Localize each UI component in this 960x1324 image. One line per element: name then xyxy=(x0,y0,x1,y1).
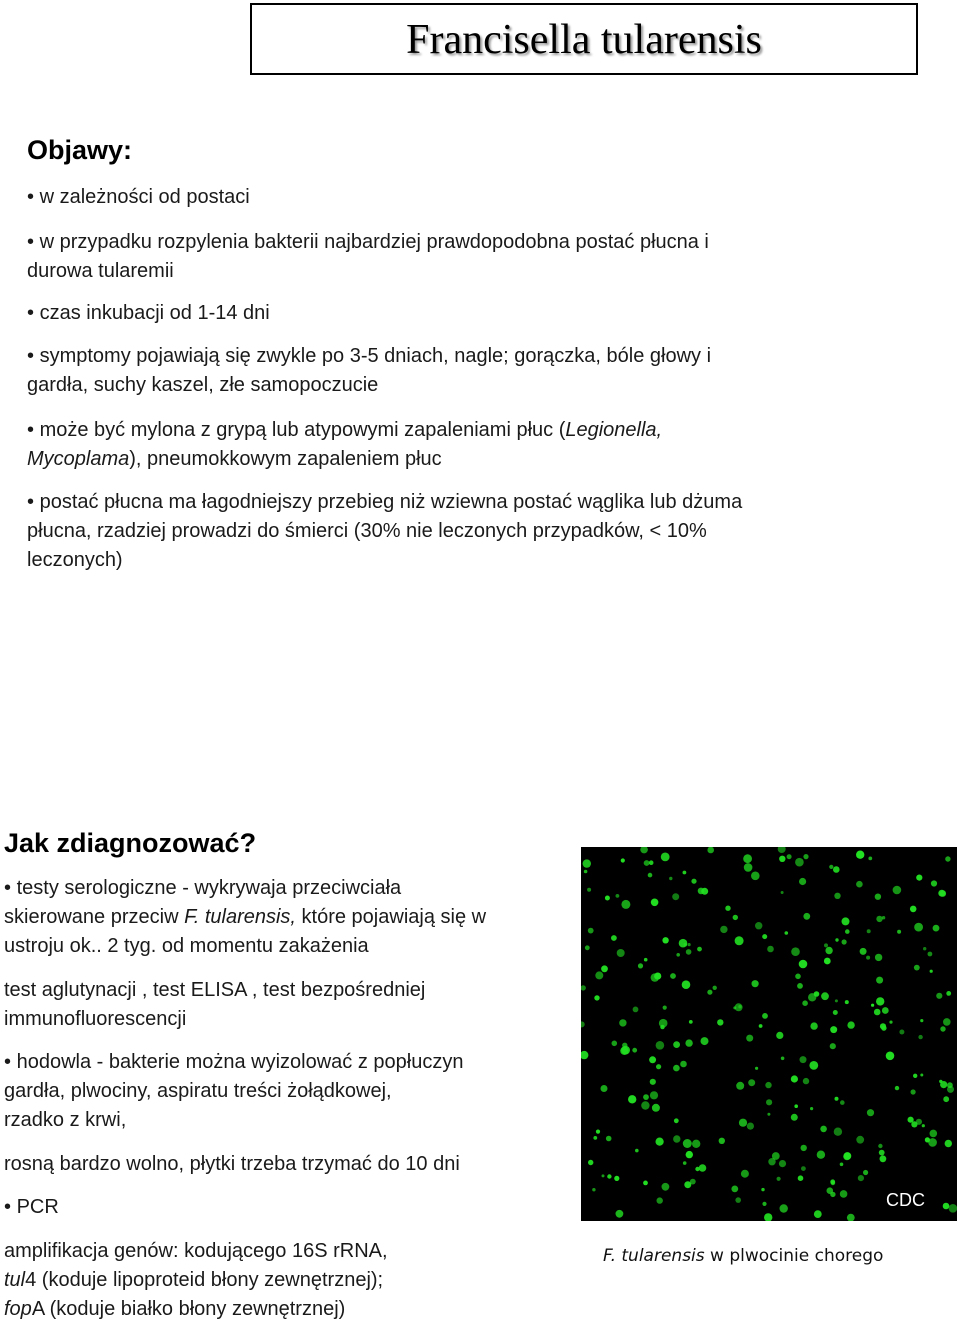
bacteria-dot xyxy=(779,1160,786,1167)
bacteria-dot xyxy=(835,938,838,941)
bacteria-dot xyxy=(882,916,885,919)
bacteria-dot xyxy=(800,1056,807,1063)
bacteria-dot xyxy=(585,945,590,950)
bacteria-dot xyxy=(943,1018,951,1026)
bacteria-dot xyxy=(735,936,744,945)
bacteria-dot xyxy=(767,1113,770,1116)
image-caption: F. tularensis w plwocinie chorego xyxy=(603,1246,884,1266)
bacteria-dot xyxy=(656,1138,664,1146)
bacteria-dot xyxy=(844,1152,852,1160)
bacteria-dot xyxy=(814,991,820,997)
bacteria-dot xyxy=(649,860,654,865)
symptom-item-continued: Mycoplama), pneumokkowym zapaleniem płuc xyxy=(27,448,442,470)
bacteria-dot xyxy=(607,1174,611,1178)
bacteria-dot xyxy=(920,1074,923,1077)
bacteria-dot xyxy=(673,1135,680,1142)
bacteria-dot xyxy=(699,1164,707,1172)
bacteria-dot xyxy=(831,1181,836,1186)
bacteria-dot xyxy=(939,1080,942,1083)
bacteria-dot xyxy=(794,1104,798,1108)
bacteria-dot xyxy=(764,1213,772,1221)
bacteria-dot xyxy=(731,1186,738,1193)
bacteria-dot xyxy=(938,890,945,897)
bacteria-dot xyxy=(842,939,847,944)
bacteria-dot xyxy=(940,1026,945,1031)
bacteria-dot xyxy=(797,983,803,989)
amplification-text: tul4 (koduje lipoproteid błony zewnętrznej); xyxy=(4,1269,384,1291)
symptom-item-continued: płucna, rzadziej prowadzi do śmierci (30% nie leczonych przypadków, < 10% xyxy=(27,520,707,542)
bacteria-dot xyxy=(880,1155,887,1162)
bacteria-dot xyxy=(876,916,882,922)
bacteria-dot xyxy=(845,929,850,934)
diagnosis-heading: Jak zdiagnozować? xyxy=(4,828,257,858)
symptom-item: • postać płucna ma łagodniejszy przebieg niż wziewna postać wąglika lub dżuma xyxy=(27,491,743,513)
bacteria-dot xyxy=(947,1082,953,1088)
bacteria-dot xyxy=(619,1019,626,1026)
bacteria-dot xyxy=(810,1107,813,1110)
bacteria-dot xyxy=(650,1079,656,1085)
bacteria-dot xyxy=(931,880,937,886)
bacteria-dot xyxy=(701,888,708,895)
bacteria-dot xyxy=(683,1161,687,1165)
bacteria-dot xyxy=(809,1061,818,1070)
bacteria-dot xyxy=(593,1136,597,1140)
bacteria-dot xyxy=(601,1085,608,1092)
bacteria-dot xyxy=(657,1197,663,1203)
bacteria-dot xyxy=(795,974,801,980)
bacteria-dot xyxy=(908,1117,914,1123)
bacteria-dot xyxy=(762,1202,766,1206)
bacteria-dot xyxy=(778,847,786,853)
bacteria-dot xyxy=(744,863,753,872)
bacteria-dot xyxy=(821,992,829,1000)
bacteria-dot xyxy=(673,1041,680,1048)
bacteria-dot xyxy=(707,990,712,995)
bacteria-dot xyxy=(889,1021,892,1024)
bacteria-dot xyxy=(897,930,901,934)
bacteria-dot xyxy=(581,1051,588,1059)
bullet: • xyxy=(27,419,35,441)
bacteria-dot xyxy=(581,985,586,990)
bacteria-dot xyxy=(606,1136,612,1142)
bacteria-dot xyxy=(643,1094,649,1100)
bacteria-dot xyxy=(628,1095,636,1103)
bacteria-dot xyxy=(801,1145,807,1151)
bacteria-dot xyxy=(595,971,603,979)
bacteria-dot xyxy=(829,865,833,869)
bacteria-dot xyxy=(830,1026,837,1033)
bacteria-dot xyxy=(791,947,800,956)
bacteria-dot xyxy=(833,866,840,873)
bacteria-dot xyxy=(679,939,688,948)
bacteria-dot xyxy=(692,1140,700,1148)
bacteria-dot xyxy=(713,986,717,990)
symptom-item: • w zależności od postaci xyxy=(27,186,250,208)
bacteria-dot xyxy=(682,980,691,989)
micrograph-dots xyxy=(581,847,957,1221)
bacteria-dot xyxy=(733,1006,736,1009)
bacteria-dot xyxy=(834,893,840,899)
bacteria-dot xyxy=(933,925,940,932)
bacteria-dot xyxy=(814,1210,822,1218)
bullet: • xyxy=(27,302,35,324)
bacteria-dot xyxy=(834,1128,842,1136)
bacteria-dot xyxy=(752,980,759,987)
bacteria-dot xyxy=(686,949,692,955)
bacteria-dot xyxy=(612,1041,618,1047)
bacteria-dot xyxy=(911,1089,916,1094)
bacteria-dot xyxy=(866,956,870,960)
bacteria-dot xyxy=(879,1150,885,1156)
symptom-item: • symptomy pojawiają się zwykle po 3-5 dniach, nagle; gorączka, bóle głowy i xyxy=(27,345,712,367)
bacteria-dot xyxy=(649,1056,656,1063)
bacteria-dot xyxy=(930,970,933,973)
bacteria-dot xyxy=(759,1024,763,1028)
bacteria-dot xyxy=(650,1091,658,1099)
bacteria-dot xyxy=(875,954,882,961)
bacteria-dot xyxy=(847,1214,855,1221)
bacteria-dot xyxy=(605,896,610,901)
bacteria-dot xyxy=(802,1000,808,1006)
bacteria-dot xyxy=(930,1130,938,1138)
bacteria-dot xyxy=(863,1170,868,1175)
bacteria-dot xyxy=(881,1025,886,1030)
symptom-item: • może być mylona z grypą lub atypowymi zapaleniami płuc (Legionella, xyxy=(27,419,663,441)
bacteria-dot xyxy=(592,1188,595,1191)
bacteria-dot xyxy=(835,1097,839,1101)
bacteria-dot xyxy=(717,1019,723,1025)
bacteria-dot xyxy=(840,1163,844,1167)
bacteria-dot xyxy=(824,958,831,965)
bacteria-dot xyxy=(875,894,881,900)
bacteria-dot xyxy=(781,891,784,894)
bacteria-dot xyxy=(766,1099,772,1105)
diagnosis-item-serology: • testy serologiczne - wykrywaja przeciwciała xyxy=(4,877,402,899)
bacteria-dot xyxy=(876,977,883,984)
symptom-item-continued: leczonych) xyxy=(27,549,123,571)
bacteria-dot xyxy=(617,949,625,957)
bacteria-dot xyxy=(943,1096,949,1102)
bacteria-dot xyxy=(584,870,588,874)
bacteria-dot xyxy=(755,922,762,929)
bacteria-dot xyxy=(840,1190,848,1198)
diagnosis-tests-text: test aglutynacji , test ELISA , test bezpośredniej xyxy=(4,979,426,1001)
bacteria-dot xyxy=(594,995,599,1000)
bacteria-dot xyxy=(899,1030,904,1035)
bacteria-dot xyxy=(746,1035,753,1042)
bacteria-dot xyxy=(878,1144,882,1148)
diagnosis-item-continued: skierowane przeciw F. tularensis, które pojawiają się w xyxy=(4,906,487,928)
bacteria-dot xyxy=(842,917,850,925)
diagnosis-item-continued: gardła, plwociny, aspiratu treści żołądkowej, xyxy=(4,1080,392,1102)
bacteria-dot xyxy=(641,1101,649,1109)
bacteria-dot xyxy=(661,853,670,862)
page-title: Francisella tularensis xyxy=(406,17,762,63)
bacteria-dot xyxy=(736,1082,744,1090)
symptom-item-continued: gardła, suchy kaszel, złe samopoczucie xyxy=(27,374,379,396)
bacteria-dot xyxy=(874,1009,881,1016)
bacteria-dot xyxy=(777,1177,781,1181)
bacteria-dot xyxy=(761,1188,764,1191)
bacteria-dot xyxy=(817,1151,825,1159)
bacteria-dot xyxy=(588,928,594,934)
bacteria-dot xyxy=(799,878,806,885)
bacteria-dot xyxy=(803,854,808,859)
bacteria-dot xyxy=(581,1021,585,1027)
symptom-item-continued: durowa tularemii xyxy=(27,260,174,282)
bacteria-dot xyxy=(810,1022,817,1029)
bacteria-dot xyxy=(886,1052,895,1061)
bacteria-dot xyxy=(616,894,620,898)
bacteria-dot xyxy=(602,1174,605,1177)
bacteria-dot xyxy=(762,1013,768,1019)
bacteria-dot xyxy=(785,931,789,935)
bacteria-dot xyxy=(945,856,950,861)
bacteria-dot xyxy=(707,847,714,853)
bacteria-dot xyxy=(660,1025,664,1029)
bacteria-dot xyxy=(601,965,608,972)
bacteria-dot xyxy=(652,1104,660,1112)
diagnosis-item-culture: • hodowla - bakterie można wyizolować z popłuczyn xyxy=(4,1051,464,1073)
symptom-item: • w przypadku rozpylenia bakterii najbardziej prawdopodobna postać płucna i xyxy=(27,231,709,253)
bullet: • xyxy=(4,1196,12,1218)
symptom-item: • czas inkubacji od 1-14 dni xyxy=(27,302,270,324)
bacteria-dot xyxy=(835,999,838,1002)
bacteria-dot xyxy=(820,1126,827,1133)
bacteria-dot xyxy=(720,926,727,933)
bacteria-dot xyxy=(719,1138,725,1144)
bacteria-dot xyxy=(596,1130,600,1134)
bacteria-dot xyxy=(913,1074,917,1078)
bacteria-dot xyxy=(676,953,680,957)
bacteria-dot xyxy=(824,943,828,947)
bacteria-dot xyxy=(762,934,767,939)
bacteria-dot xyxy=(654,973,661,980)
bacteria-dot xyxy=(651,899,659,907)
diagnosis-item-pcr: • PCR xyxy=(4,1196,59,1218)
bacteria-dot xyxy=(583,859,591,867)
bullet: • xyxy=(27,345,35,367)
bacteria-dot xyxy=(871,1004,874,1007)
bacteria-dot xyxy=(697,947,702,952)
bacteria-dot xyxy=(856,881,863,888)
bullet: • xyxy=(27,231,35,253)
bacteria-dot xyxy=(683,1139,692,1148)
bacteria-dot xyxy=(614,1176,619,1181)
bacteria-dot xyxy=(949,1204,957,1213)
bacteria-dot xyxy=(781,1057,785,1061)
bacteria-dot xyxy=(768,1158,775,1165)
bacteria-dot xyxy=(867,1109,874,1116)
bacteria-dot xyxy=(685,1039,692,1046)
bacteria-dot xyxy=(895,1086,899,1090)
bacteria-dot xyxy=(662,1183,670,1191)
bacteria-dot xyxy=(765,1082,771,1088)
photo-credit: CDC xyxy=(886,1190,925,1210)
bacteria-dot xyxy=(893,886,902,895)
bacteria-dot xyxy=(644,958,648,962)
bacteria-dot xyxy=(725,906,730,911)
bacteria-dot xyxy=(860,948,867,955)
bacteria-dot xyxy=(801,1166,806,1171)
bacteria-dot xyxy=(673,1065,680,1072)
bacteria-dot xyxy=(840,1100,845,1105)
bacteria-dot xyxy=(635,1149,639,1153)
bacteria-dot xyxy=(922,1124,925,1127)
bacteria-dot xyxy=(830,1043,836,1049)
bacteria-dot xyxy=(669,877,672,880)
bacteria-dot xyxy=(916,875,922,881)
bacteria-dot xyxy=(791,1075,798,1082)
bacteria-dot xyxy=(674,1118,679,1123)
bacteria-dot xyxy=(640,847,648,853)
bacteria-dot xyxy=(648,873,653,878)
bacteria-dot xyxy=(936,993,942,999)
bacteria-dot xyxy=(735,1197,741,1203)
bacteria-dot xyxy=(680,1061,687,1068)
bacteria-dot xyxy=(780,1204,788,1212)
bacteria-dot xyxy=(868,857,872,861)
bacteria-dot xyxy=(670,973,676,979)
bacteria-dot xyxy=(686,1151,693,1158)
bacteria-dot xyxy=(803,1078,809,1084)
bacteria-dot xyxy=(847,1021,854,1028)
bacteria-dot xyxy=(928,952,933,957)
bacteria-dot xyxy=(621,900,630,909)
bacteria-dot xyxy=(767,946,774,953)
bullet: • xyxy=(4,1051,12,1073)
bacteria-dot xyxy=(845,1000,849,1004)
bacteria-dot xyxy=(914,965,920,971)
bacteria-dot xyxy=(656,1064,661,1069)
bacteria-dot xyxy=(755,1067,758,1070)
bacteria-dot xyxy=(638,963,643,968)
bacteria-dot xyxy=(587,888,591,892)
bacteria-dot xyxy=(827,1187,834,1194)
diagnosis-item-continued: ustroju ok.. 2 tyg. od momentu zakażenia xyxy=(4,935,369,957)
bacteria-dot xyxy=(914,923,923,932)
diagnosis-growth-text: rosną bardzo wolno, płytki trzeba trzymać do 10 dni xyxy=(4,1153,460,1175)
bacteria-dot xyxy=(701,1037,709,1045)
bacteria-dot xyxy=(672,893,679,900)
bacteria-dot xyxy=(882,1007,889,1014)
bullet: • xyxy=(27,491,35,513)
fluorescence-micrograph xyxy=(581,847,957,1221)
bacteria-dot xyxy=(928,1138,937,1147)
bacteria-dot xyxy=(799,960,808,969)
bacteria-dot xyxy=(632,1048,637,1053)
bacteria-dot xyxy=(688,943,691,946)
bacteria-dot xyxy=(621,858,625,862)
bacteria-dot xyxy=(825,947,832,954)
bacteria-dot xyxy=(803,913,810,920)
bacteria-dot xyxy=(876,997,884,1005)
bacteria-dot xyxy=(798,1175,804,1181)
bacteria-dot xyxy=(691,879,696,884)
bacteria-dot xyxy=(867,929,871,933)
bacteria-dot xyxy=(856,851,864,859)
bullet: • xyxy=(27,186,35,208)
bacteria-dot xyxy=(923,947,926,950)
bacteria-dot xyxy=(643,1181,648,1186)
bacteria-dot xyxy=(779,856,785,862)
amplification-text: amplifikacja genów: kodującego 16S rRNA, xyxy=(4,1240,388,1262)
bacteria-dot xyxy=(588,1160,593,1165)
bacteria-dot xyxy=(689,1020,693,1024)
bacteria-dot xyxy=(656,1041,665,1050)
bacteria-dot xyxy=(662,937,668,943)
bacteria-dot xyxy=(743,854,752,863)
bacteria-dot xyxy=(776,1032,783,1039)
diagnosis-item-continued: rzadko z krwi, xyxy=(4,1109,127,1131)
bacteria-dot xyxy=(644,860,650,866)
bacteria-dot xyxy=(833,1010,838,1015)
bacteria-dot xyxy=(791,1114,798,1121)
bacteria-dot xyxy=(787,854,792,859)
bacteria-dot xyxy=(946,991,951,996)
bacteria-dot xyxy=(683,871,687,875)
bacteria-dot xyxy=(748,1079,755,1086)
bacteria-dot xyxy=(910,906,917,913)
bacteria-dot xyxy=(751,872,760,881)
bacteria-dot xyxy=(633,1007,639,1013)
bacteria-dot xyxy=(611,935,617,941)
bacteria-dot xyxy=(943,1203,950,1210)
bacteria-dot xyxy=(690,1179,696,1185)
bacteria-dot xyxy=(733,915,738,920)
amplification-text: fopA (koduje białko błony zewnętrznej) xyxy=(4,1298,346,1320)
bacteria-dot xyxy=(920,1019,923,1022)
bacteria-dot xyxy=(795,858,804,867)
bacteria-dot xyxy=(739,1119,747,1127)
bacteria-dot xyxy=(620,1047,628,1055)
bacteria-dot xyxy=(856,1136,864,1144)
bacteria-dot xyxy=(663,1006,667,1010)
symptoms-heading: Objawy: xyxy=(27,135,133,165)
diagnosis-tests-text: immunofluorescencji xyxy=(4,1008,187,1030)
bullet: • xyxy=(4,877,12,899)
bacteria-dot xyxy=(616,1210,624,1218)
bacteria-dot xyxy=(918,1035,922,1039)
bacteria-dot xyxy=(738,1005,741,1008)
bacteria-dot xyxy=(741,1170,749,1178)
bacteria-dot xyxy=(945,1140,952,1147)
bacteria-dot xyxy=(858,1175,864,1181)
bacteria-dot xyxy=(747,1123,754,1130)
